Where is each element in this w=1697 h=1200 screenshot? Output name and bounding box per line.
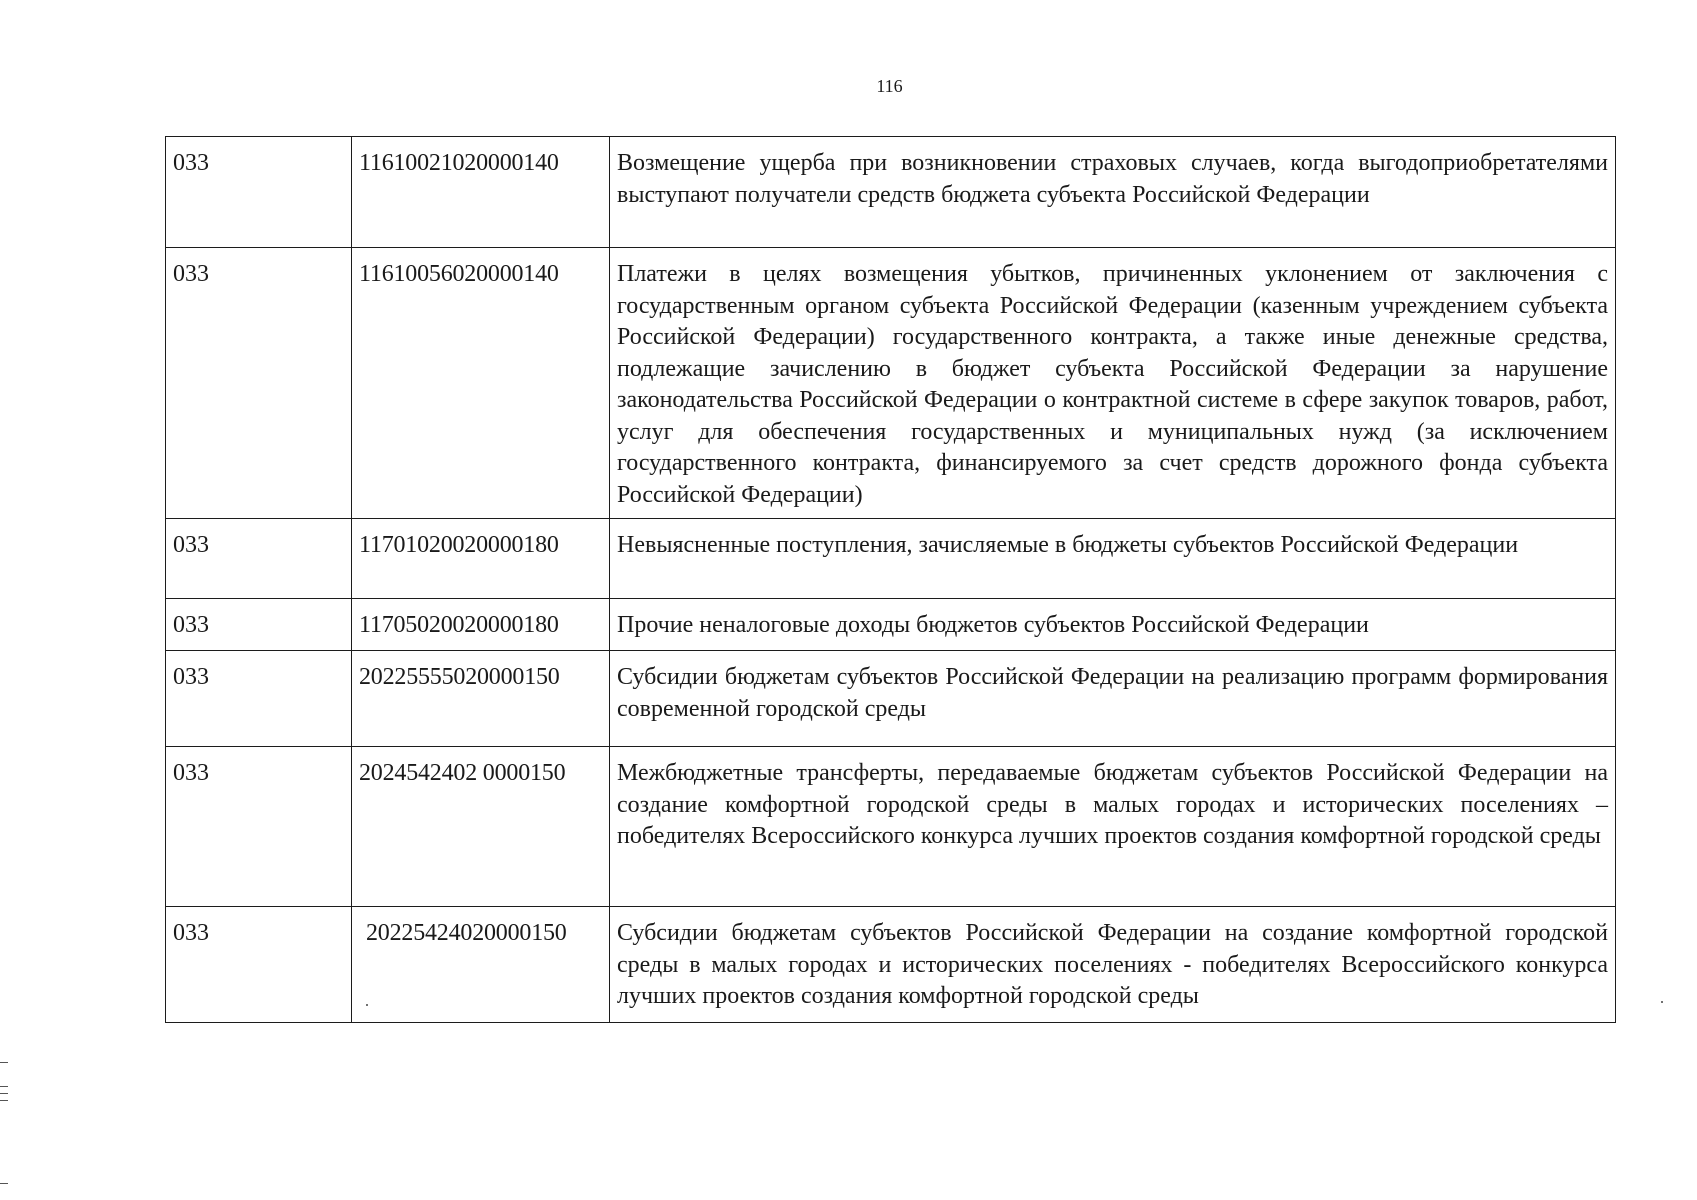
budget-classification-code-cell: 20225555020000150: [352, 651, 610, 747]
budget-classification-code-cell: 11610021020000140: [352, 137, 610, 248]
page-number: 116: [876, 76, 903, 96]
income-description-cell: Прочие неналоговые доходы бюджетов субъектов Российской Федерации: [610, 599, 1616, 651]
income-description-cell: Невыясненные поступления, зачисляемые в бюджеты субъектов Российской Федерации: [610, 519, 1616, 599]
admin-code-cell: 033: [166, 137, 352, 248]
income-description-cell: Возмещение ущерба при возникновении страховых случаев, когда выгодоприобретателями выступают получатели средств бюджета субъекта Российской Федерации: [610, 137, 1616, 248]
budget-classification-code-cell: 11705020020000180: [352, 599, 610, 651]
admin-code-cell: 033: [166, 747, 352, 907]
income-description-cell: Субсидии бюджетам субъектов Российской Федерации на реализацию программ формирования современной городской среды: [610, 651, 1616, 747]
table-row: [166, 747, 1616, 907]
scan-margin-mark: [0, 1183, 8, 1184]
scan-margin-mark: [0, 1100, 8, 1101]
scan-margin-mark: [0, 1093, 8, 1094]
budget-classification-code-cell: 11701020020000180: [352, 519, 610, 599]
income-description-cell: Субсидии бюджетам субъектов Российской Федерации на создание комфортной городской среды в малых городах и исторических поселениях - победителях Всероссийского конкурса лучших проектов создания комфортной городской среды: [610, 907, 1616, 1023]
table-row: [166, 248, 1616, 519]
table-row: [166, 651, 1616, 747]
table-row: [166, 137, 1616, 248]
table-row: [166, 599, 1616, 651]
budget-code-table: [165, 136, 1616, 1023]
table-row: [166, 907, 1616, 1023]
budget-classification-code-cell: 11610056020000140: [352, 248, 610, 519]
scan-margin-mark: [0, 1062, 8, 1063]
admin-code-cell: 033: [166, 599, 352, 651]
admin-code-cell: 033: [166, 248, 352, 519]
table-row: [166, 519, 1616, 599]
budget-classification-code-cell: 2024542402 0000150: [352, 747, 610, 907]
admin-code-cell: 033: [166, 651, 352, 747]
income-description-cell: Межбюджетные трансферты, передаваемые бюджетам субъектов Российской Федерации на создание комфортной городской среды в малых городах и исторических поселениях – победителях Всероссийского конкурса лучших проектов создания комфортной городской среды: [610, 747, 1616, 907]
scan-speck: [366, 1004, 368, 1006]
admin-code-cell: 033: [166, 519, 352, 599]
scan-speck: [1661, 1001, 1663, 1003]
admin-code-cell: 033: [166, 907, 352, 1023]
income-description-cell: Платежи в целях возмещения убытков, причиненных уклонением от заключения с государственным органом субъекта Российской Федерации (казенным учреждением субъекта Российской Федерации) государственного контракта, а также иные денежные средства, подлежащие зачислению в бюджет субъекта Российской Федерации за нарушение законодательства Российской Федерации о контрактной системе в сфере закупок товаров, работ, услуг для обеспечения государственных и муниципальных нужд (за исключением государственного контракта, финансируемого за счет средств дорожного фонда субъекта Российской Федерации): [610, 248, 1616, 519]
scan-margin-mark: [0, 1086, 8, 1087]
budget-classification-code-cell: 20225424020000150: [352, 907, 610, 1023]
